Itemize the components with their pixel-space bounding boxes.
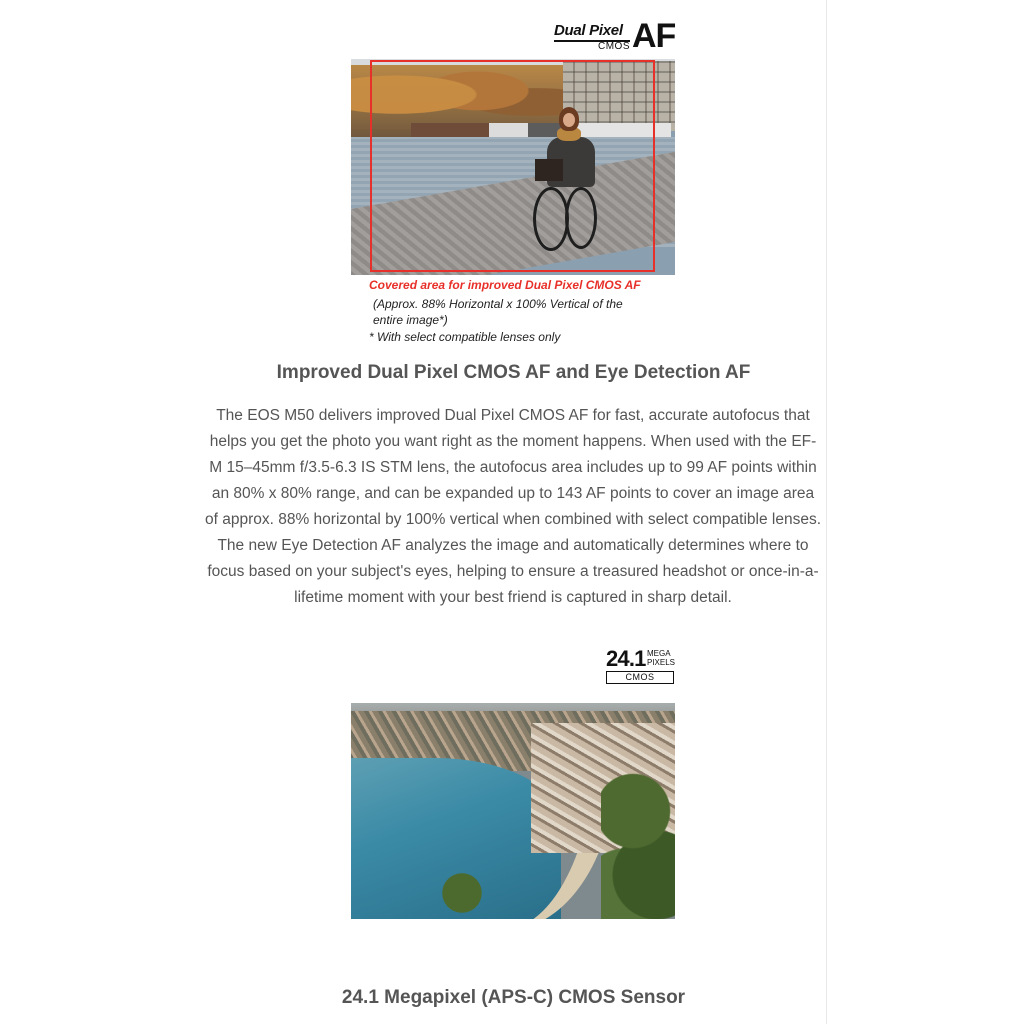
- megapixel-cmos-badge: [606, 647, 676, 685]
- section-title-dual-pixel-af: Improved Dual Pixel CMOS AF and Eye Detection AF: [276, 362, 751, 383]
- badge-mega: MEGA: [647, 649, 671, 658]
- dual-pixel-cmos-af-logo: [552, 18, 676, 54]
- coast-foreground-tree: [437, 863, 487, 919]
- af-coverage-note: (Approx. 88% Horizontal x 100% Vertical of the entire image*): [373, 297, 623, 327]
- af-coverage-caption: Covered area for improved Dual Pixel CMOS AF: [369, 278, 641, 292]
- logo-dual-pixel-text: Dual Pixel: [554, 22, 623, 39]
- cyclist-photo: [351, 59, 675, 275]
- badge-pixels: PIXELS: [647, 658, 676, 667]
- logo-af-text: AF: [632, 17, 676, 55]
- badge-cmos: CMOS: [606, 671, 674, 684]
- coast-trees: [601, 763, 675, 919]
- logo-cmos-text: CMOS: [598, 41, 630, 52]
- section-title-megapixel-sensor: 24.1 Megapixel (APS-C) CMOS Sensor: [341, 987, 686, 1008]
- badge-number: 24.1: [606, 646, 646, 671]
- badge-mega-pixels: [647, 649, 675, 667]
- section-body-dual-pixel-af: The EOS M50 delivers improved Dual Pixel CMOS AF for fast, accurate autofocus that helps you get the photo you want right as the moment happens. When used with the EF-M 15–45mm f/3.5-6.3 IS STM lens, the autofocus area includes up to 99 AF points within an 80% x 80% range, and can be expanded up to 143 AF points to cover an image area of approx. 88% horizontal by 100% vertical when combined with select compatible lenses. The new Eye Detection AF analyzes the image and automatically determines where to focus based on your subject's eyes, helping to ensure a treasured headshot or once-in-a-lifetime moment with your best friend is captured in sharp detail.: [204, 407, 822, 606]
- af-coverage-footnote: * With select compatible lenses only: [369, 330, 561, 344]
- coastline-photo: [351, 703, 675, 919]
- panel-divider: [826, 0, 827, 1024]
- af-coverage-frame: [370, 60, 655, 272]
